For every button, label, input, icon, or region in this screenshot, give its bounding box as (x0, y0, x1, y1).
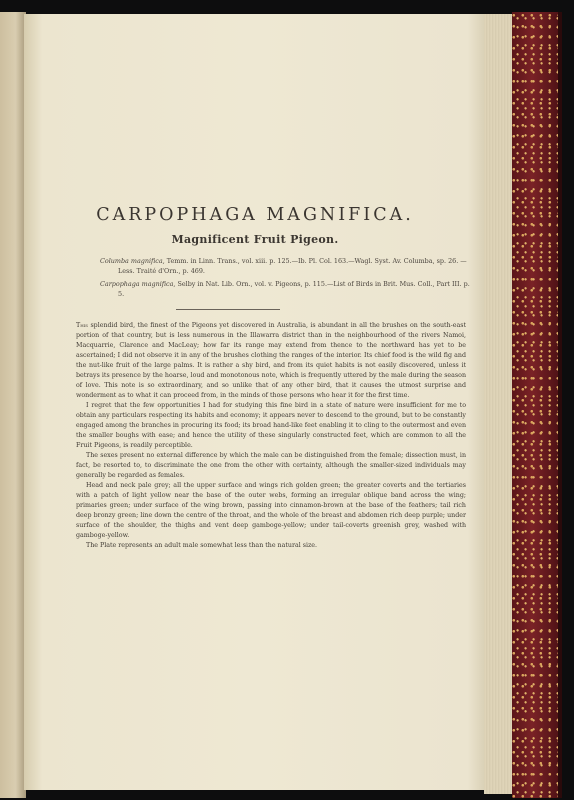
synonym-reference: Selby in Nat. Lib. Orn., vol. v. Pigeons, p. 115.—List of Birds in Brit. Mus. Coll., Part III. p. 5. (118, 280, 470, 298)
synonym-reference: Temm. in Linn. Trans., vol. xiii. p. 125.—Ib. Pl. Col. 163.—Wagl. Syst. Av. Columba, sp. 26. —Less. Traité d'Orn., p. 469. (118, 257, 467, 275)
paragraph: The Plate represents an adult male somewhat less than the natural size. (86, 542, 318, 549)
binding-edge (558, 12, 562, 798)
paragraph: Head and neck pale grey; all the upper surface and wings rich golden green; the greater coverts and the tertiaries with a patch of light yellow near the base of the outer webs, forming an irregular oblique band across the wing; primaries green; under surface of the wing brown, passing into cinnamon-brown at the base of the feathers; tail rich deep bronzy green; line down the centre of the throat, and the whole of the breast and abdomen rich deep purple; under surface of the shoulder, the thighs and vent deep gamboge-yellow; under tail-coverts greenish grey, washed with gamboge-yellow. (76, 482, 466, 539)
synonym-entry (100, 279, 472, 299)
paragraph-lead-word: This (76, 322, 89, 329)
synonym-name: Carpophaga magnifica, (100, 280, 176, 288)
body-text (76, 321, 466, 551)
page-subtitle: Magnificent Fruit Pigeon. (171, 233, 339, 246)
paragraph: I regret that the few opportunities I had for studying this fine bird in a state of nature were insufficient for me to obtain any particulars respecting its habits and economy; it appears never to descend to the ground, but to be constantly engaged among the branches in procuring its food; its broad hand-like feet enabling it to cling to the outermost and even the smaller boughs with ease; and hence the utility of these singularly constructed feet, which are common to all the Fruit Pigeons, is readily perceptible. (76, 402, 466, 449)
synonym-entry (100, 256, 472, 276)
facing-page-edge (0, 12, 26, 798)
section-divider (176, 309, 280, 310)
marbled-binding (512, 12, 562, 798)
paragraph: The sexes present no external difference by which the male can be distinguished from the female; dissection must, in fact, be resorted to, to discriminate the one from the other with certainty, although the smaller-sized individuals may generally be regarded as females. (76, 452, 466, 479)
page-stack-edges (484, 14, 514, 794)
page-title: CARPOPHAGA MAGNIFICA. (96, 205, 414, 225)
paragraph: This splendid bird, the finest of the Pigeons yet discovered in Australia, is abundant in all the brushes on the south-east portion of that country, but is less numerous in the Illawarra district than in the neighbourhood of the rivers Namoi, Macquarrie, Clarence and MacLeay; how far its range may extend from thence to the northward has yet to be ascertained; I did not observe it in any of the brushes clothing the ranges of the interior. Its chief food is the wild fig and the nut-like fruit of the large palms. It is rather a shy bird, and from its quiet habits is not easily discovered, unless it betrays its presence by the hoarse, loud and monotonous note, which is frequently uttered by the male during the season of love. This note is so extraordinary, and so unlike that of any other bird, that it causes the utmost surprise and wonderment as to what it can proceed from, in the minds of those persons who hear it for the first time. (76, 322, 466, 399)
synonym-name: Columba magnifica, (100, 257, 165, 265)
